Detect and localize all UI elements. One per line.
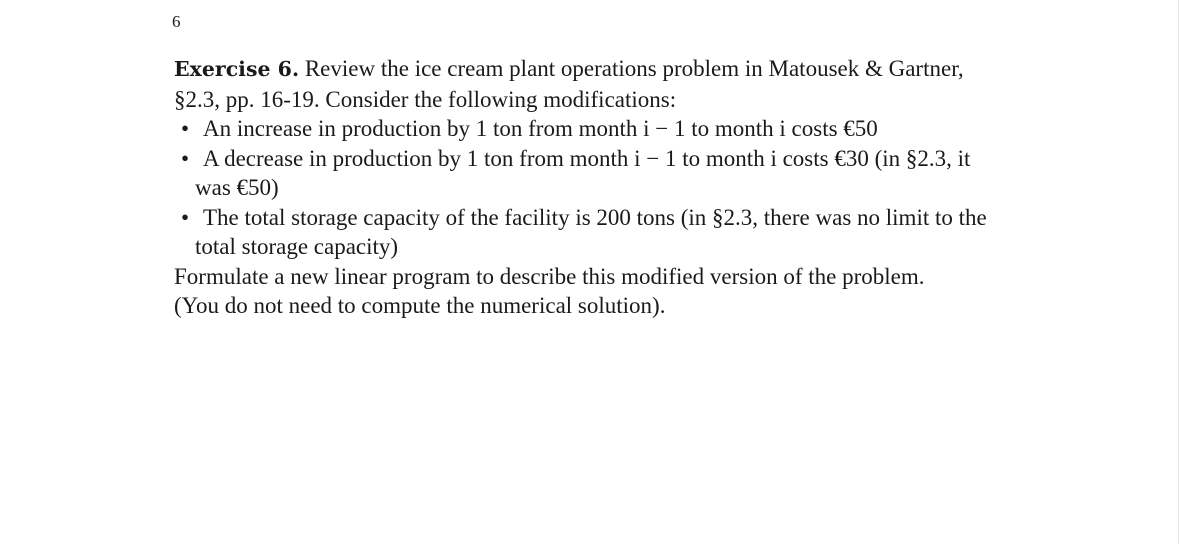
list-item [174,203,1006,262]
exercise-closing [174,262,1006,321]
bullet-text: An increase in production by 1 ton from month i − 1 to month i costs €50 [203,116,878,141]
exercise-label: Exercise 6. [174,57,300,81]
exercise-closing-line2: (You do not need to compute the numerical solution). [174,293,666,318]
list-item [174,144,1006,203]
modifications-list [174,114,1006,262]
exercise-block [174,54,1006,321]
exercise-intro-line2: §2.3, pp. 16-19. Consider the following modifications: [174,86,677,112]
exercise-intro-line1: Review the ice cream plant operations problem in Matousek & Gartner, [304,56,964,81]
bullet-icon: • [181,145,190,171]
bullet-icon: • [181,204,190,230]
bullet-text: The total storage capacity of the facility is 200 tons (in §2.3, there was no limit to the total storage capacity) [195,204,987,259]
bullet-icon: • [181,116,190,141]
exercise-intro [174,54,1006,114]
bullet-text: A decrease in production by 1 ton from month i − 1 to month i costs €30 (in §2.3, it was €50) [195,145,971,200]
exercise-closing-line1: Formulate a new linear program to describe this modified version of the problem. [174,263,925,289]
page-number: 6 [172,12,181,31]
list-item [174,114,1006,144]
